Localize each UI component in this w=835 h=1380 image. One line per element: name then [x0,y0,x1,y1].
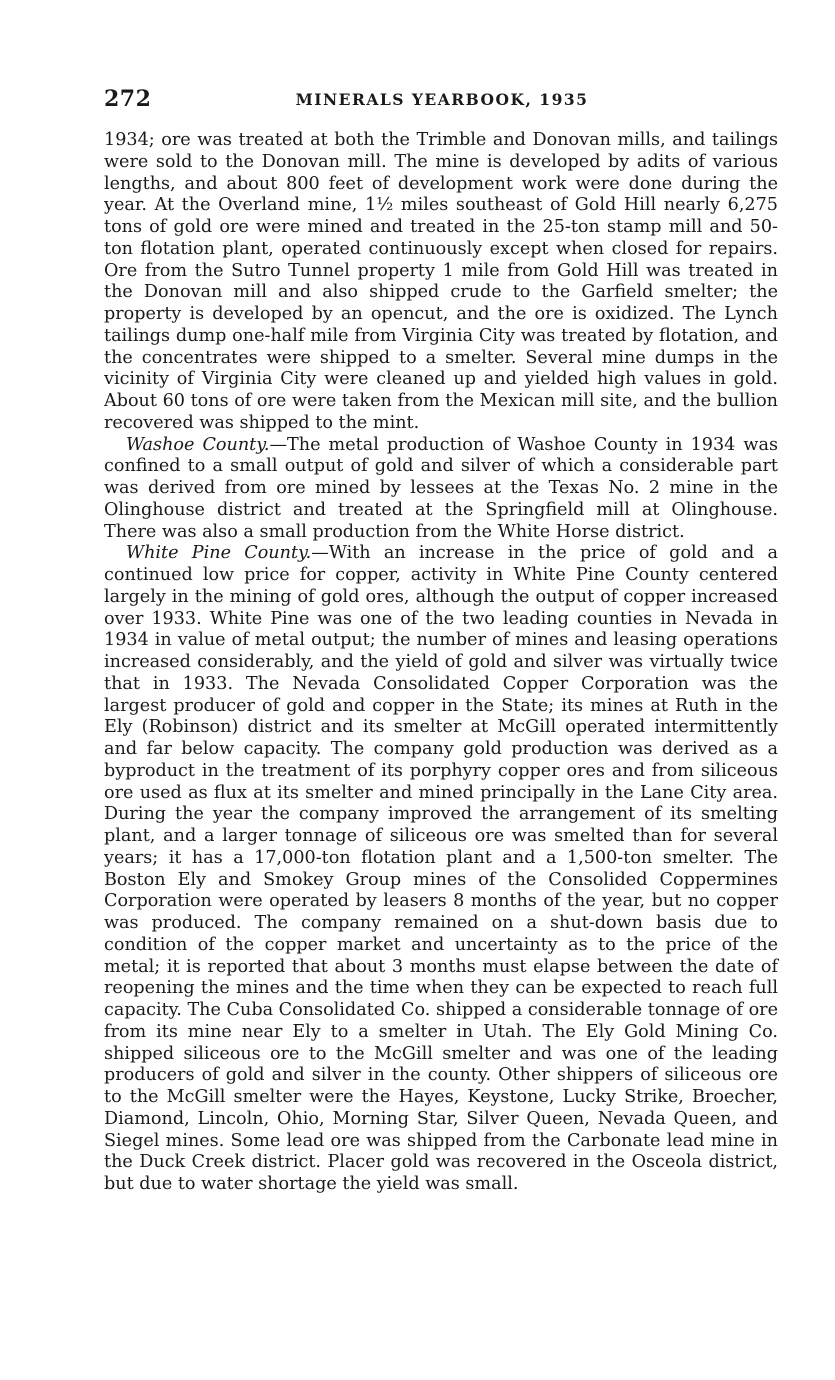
county-heading-washoe: Washoe County. [126,434,270,455]
paragraph-white-pine-county [104,543,778,1196]
paragraph-text: —The metal production of Washoe County in 1934 was confined to a small output of gold and silver of which a considerable part was derived from ore mined by lessees at the Texas No. 2 mine in the Olinghouse district and treated at the Springfield mill at Olinghouse. There was also a small production from the White Horse district. [104,434,778,542]
body-text [104,130,778,1196]
county-heading-white-pine: White Pine County. [126,543,312,564]
paragraph-storey-county-continued [104,130,778,435]
page-header [104,86,780,114]
paragraph-text: —With an increase in the price of gold and a continued low price for copper, activity in White Pine County centered largely in the mining of gold ores, although the output of copper increased over 1933. White Pine was one of the two leading counties in Nevada in 1934 in value of metal output; the number of mines and leasing operations increased considerably, and the yield of gold and silver was virtually twice that in 1933. The Nevada Consolidated Copper Corporation was the largest producer of gold and copper in the State; its mines at Ruth in the Ely (Robinson) district and its smelter at McGill operated intermittently and far below capacity. The company gold production was derived as a byproduct in the treatment of its porphyry copper ores and from siliceous ore used as flux at its smelter and mined principally in the Lane City area. During the year the company improved the arrangement of its smelting plant, and a larger tonnage of siliceous ore was smelted than for several years; it has a 17,000-ton flotation plant and a 1,500-ton smelter. The Boston Ely and Smokey Group mines of the Consolided Coppermines Corporation were operated by leasers 8 months of the year, but no copper was produced. The company remained on a shut-down basis due to condition of the copper market and uncertainty as to the price of the metal; it is reported that about 3 months must elapse between the date of reopening the mines and the time when they can be expected to reach full capacity. The Cuba Consolidated Co. shipped a considerable tonnage of ore from its mine near Ely to a smelter in Utah. The Ely Gold Mining Co. shipped siliceous ore to the McGill smelter and was one of the leading producers of gold and silver in the county. Other shippers of siliceous ore to the McGill smelter were the Hayes, Keystone, Lucky Strike, Broecher, Diamond, Lincoln, Ohio, Morning Star, Silver Queen, Nevada Queen, and Siegel mines. Some lead ore was shipped from the Carbonate lead mine in the Duck Creek district. Placer gold was recovered in the Osceola district, but due to water shortage the yield was small. [104,543,778,1194]
running-title: MINERALS YEARBOOK, 1935 [295,90,589,109]
paragraph-washoe-county [104,435,778,544]
page-number: 272 [104,86,152,112]
paragraph-text: 1934; ore was treated at both the Trimble and Donovan mills, and tailings were sold to the Donovan mill. The mine is developed by adits of various lengths, and about 800 feet of development work were done during the year. At the Overland mine, 1½ miles southeast of Gold Hill nearly 6,275 tons of gold ore were mined and treated in the 25-ton stamp mill and 50-ton flotation plant, operated continuously except when closed for repairs. Ore from the Sutro Tunnel property 1 mile from Gold Hill was treated in the Donovan mill and also shipped crude to the Garfield smelter; the property is developed by an opencut, and the ore is oxidized. The Lynch tailings dump one-half mile from Virginia City was treated by flotation, and the concentrates were shipped to a smelter. Several mine dumps in the vicinity of Virginia City were cleaned up and yielded high values in gold. About 60 tons of ore were taken from the Mexican mill site, and the bullion recovered was shipped to the mint. [104,130,778,433]
